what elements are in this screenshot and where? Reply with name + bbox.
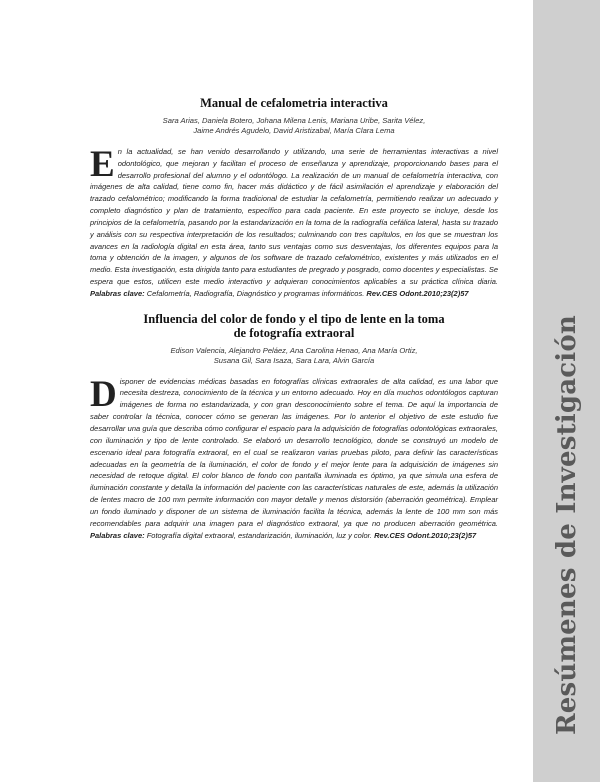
keywords: Cefalometría, Radiografía, Diagnóstico y programas informáticos.: [146, 288, 365, 298]
article-authors: Edison Valencia, Alejandro Peláez, Ana Carolina Henao, Ana María Ortiz, Susana Gil, Sara Isaza, Sara Lara, Alvin García: [170, 345, 418, 366]
keywords: Fotografía digital extraoral, estandarización, iluminación, luz y color.: [146, 530, 372, 540]
keywords-label: Palabras clave:: [90, 288, 145, 298]
article-title: Manual de cefalometria interactiva: [200, 96, 388, 110]
citation: Rev.CES Odont.2010;23(2)57: [366, 288, 469, 298]
citation: Rev.CES Odont.2010;23(2)57: [374, 530, 477, 540]
article-fotografia-extraoral: [90, 312, 498, 542]
drop-cap: D: [90, 373, 117, 415]
article-authors: Sara Arias, Daniela Botero, Johana Milena Lenis, Mariana Uribe, Sarita Vélez, Jaime Andrés Agudelo, David Aristizabal, María Clara Lema: [162, 116, 426, 136]
abstract-text: n la actualidad, se han venido desarrollando y utilizando, una serie de herramientas interactivas a nivel odontológico, que mejoran y facilitan el proceso de enseñanza y aprendizaje, proporcionando bases para el desarrollo profesional del alumno y el odontólogo. La realización de un manual de cefalometría interactiva, con imágenes de alta calidad, tiene como fin, hacer más didáctico y de fácil asimilación el aprendizaje y elaboración del trazado cefalométrico; modificando la forma tradicional de estudiar la cefalometría, permitiendo realizar un adecuado y completo diagnóstico y plan de tratamiento, específico para cada paciente. En este proyecto se incluye, desde los principios de la cefalometría, pasando por la estandarización en la toma de la radiografía cefálica lateral, hasta su trazado y análisis con su respectiva interpretación de los resultados; culminando con tres capítulos, en los que se muestran los avances en la radiología digital en esta área, tanto sus ventajas como sus desventajas, los diferentes equipos para la toma y obtención de la imagen, y algunos de los software de trazado cefalométrico, existentes y más utilizados en el medio. Esta investigación, esta dirigida tanto para estudiantes de pregrado y posgrado, como docentes y especialistas. Se espera que estos, utilicen este medio interactivo y adquieran conocimientos aplicables a su práctica clínica diaria.: [90, 146, 498, 287]
drop-cap: E: [90, 143, 115, 185]
article-cefalometria: [90, 96, 498, 300]
keywords-label: Palabras clave:: [90, 530, 145, 540]
article-abstract: [90, 373, 498, 542]
section-title: Resúmenes de Investigación: [551, 314, 582, 736]
page-content: [90, 96, 498, 541]
article-title: Influencia del color de fondo y el tipo de lente en la toma de fotografía extraoral: [143, 311, 445, 340]
section-side-band: [533, 0, 600, 782]
abstract-text: isponer de evidencias médicas basadas en fotografías clínicas extraorales de alta calidad, es una labor que necesita destreza, conocimiento de la técnica y un entorno adecuado. Hoy en día muchos odontólogos capturan imágenes de forma no estandarizada, y con gran desconocimiento sobre el tema. De aquí la importancia de saber controlar la técnica, conocer cómo se generan las imágenes. Por lo anterior el objetivo de este estudio fue desarrollar una guía que describa cómo configurar el espacio para la adquisición de fotografías odontológicas extraorales, con iluminación y tipo de lente controlado. Se elaboró un desarrollo tecnológico, donde se construyó un modelo de escenario ideal para fotografía extraoral, en el cual se realizaron varias pruebas piloto, para definir las características adecuadas en la geometría de la iluminación, el color de fondo y el mejor lente para la adquisición de imágenes sin necesidad de retoque digital. El color blanco de fondo con pantalla iluminada es óptimo, ya que simula una esfera de iluminación constante y detalla la información del paciente con las características naturales de este, además la utilización de lentes macro de 100 mm permite información con mayor detalle y menos distorsión (aberración geométrica). Emplear un fondo iluminado y disponer de un sistema de iluminación facilita la técnica, además la lente de 100 mm son más recomendables para adquirir una imagen para el diagnóstico extraoral, ya que no producen aberración geométrica.: [90, 376, 498, 528]
article-abstract: [90, 143, 498, 300]
